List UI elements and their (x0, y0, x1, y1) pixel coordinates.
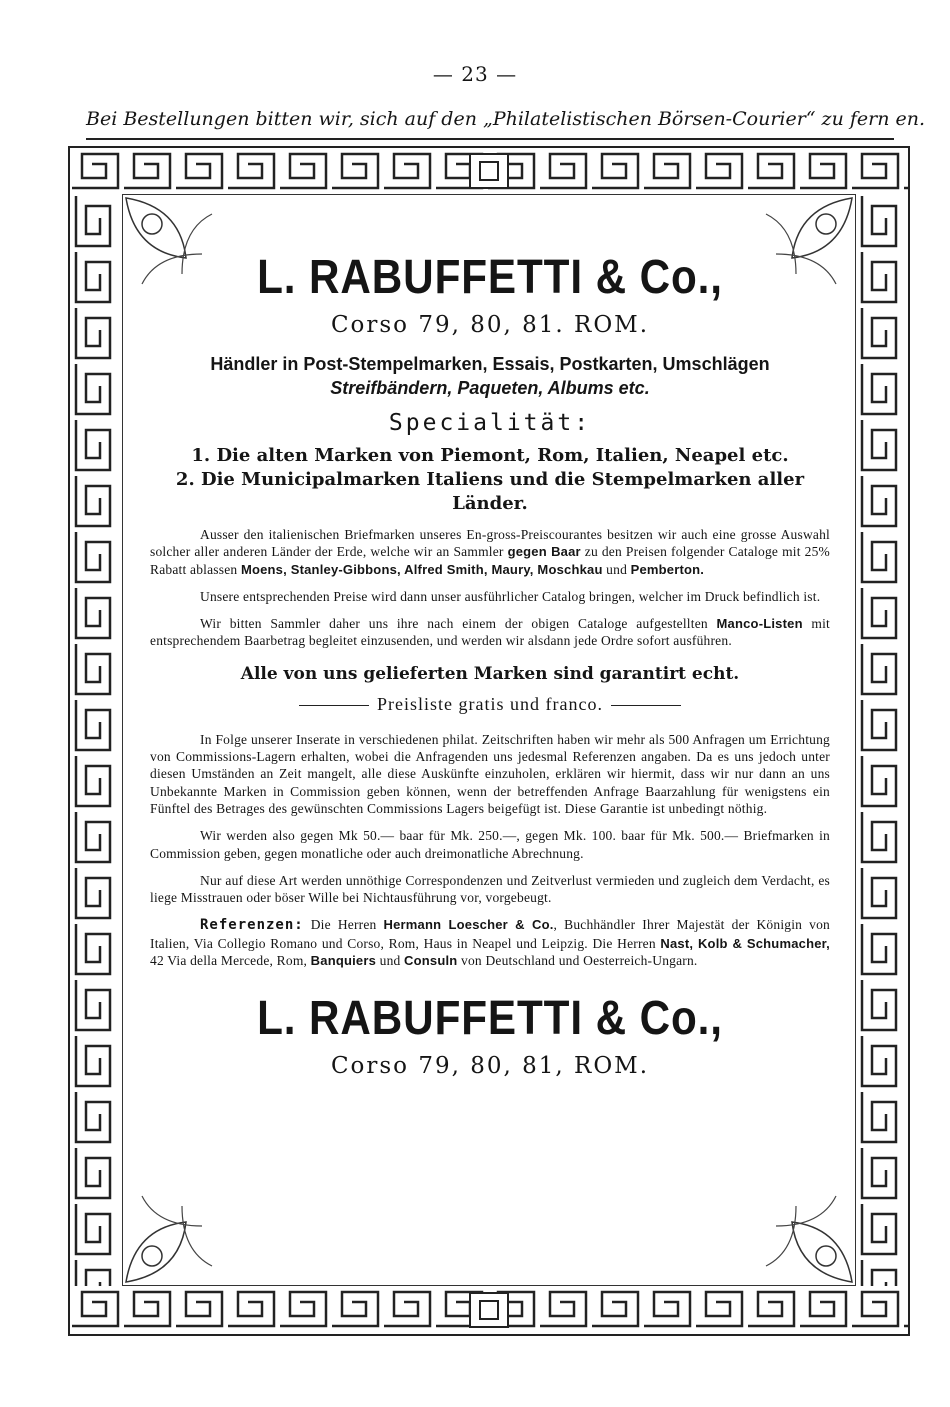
manco-lists: Manco-Listen (716, 616, 803, 632)
rule-left (299, 705, 369, 706)
paragraph-references (150, 916, 830, 969)
reference-loescher: Hermann Loescher & Co. (383, 917, 554, 933)
paragraph-terms (150, 827, 830, 862)
catalogue-names: Moens, Stanley-Gibbons, Alfred Smith, Maury, Moschkau (240, 561, 603, 577)
paragraph-stock (150, 526, 830, 578)
specialty-heading: Specialität: (388, 410, 592, 436)
paragraph-inquiries (150, 731, 830, 817)
trade-line-1: Händler in Post-Stempelmarken, Essais, Postkarten, Umschlägen (210, 354, 770, 374)
ad-content (150, 250, 830, 1079)
references-text-2: , Buchhändler Ihrer Majestät der Königin von Italien, Via Collegio Romano und Corso, Rom, Haus in Neapel und Leipzig. Die Herren (150, 917, 830, 951)
price-list-line (150, 694, 830, 715)
ornament-corner-bottom-right (736, 1166, 856, 1286)
paragraph-catalog-text: Unsere entsprechenden Preise wird dann unser ausführlicher Catalog bringen, welcher im Druck befindlich ist. (200, 588, 821, 604)
references-label: Referenzen: (200, 917, 304, 934)
catalogue-pemberton: Pemberton. (630, 561, 705, 577)
greek-key-border-bottom (70, 1286, 908, 1334)
references-text-4: von Deutschland und Oesterreich-Ungarn. (457, 953, 698, 969)
firm-name: L. RABUFFETTI & Co., (257, 251, 723, 304)
paragraph-inquiries-text: In Folge unserer Inserate in verschiedenen philat. Zeitschriften haben wir mehr als 500 Anfragen um Errichtung von Commissions-Lagern erhalten, wobei die Anfragenden uns jedesmal Referenzen angaben. Da es uns jedoch unter diesen Umständen an Zeit mangelt, alle diese Auskünfte einzuholen, erklären wir hiermit, dass wir nur dann an uns Unbekannte Marken in Commission geben können, wenn der betreffenden Anfrage Baarzahlung für wenigstens ein Fünftel des Betrages des gewünschten Commissions Lagers beigefügt ist. Diese Garantie ist unbedingt nöthig. (150, 731, 830, 816)
consuln: Consuln (404, 953, 458, 969)
firm-name-footer: L. RABUFFETTI & Co., (257, 992, 723, 1046)
paragraph-terms-text: Wir werden also gegen Mk 50.— baar für Mk. 250.—, gegen Mk. 100. baar für Mk. 500.— Briefmarken in Commission geben, gegen monatliche oder auch dreimonatliche Abrechnung. (150, 828, 830, 861)
banquiers: Banquiers (310, 953, 377, 969)
paragraph-manco (150, 615, 830, 650)
paragraph-catalog (150, 588, 830, 605)
price-list-text: Preisliste gratis und franco. (377, 693, 603, 714)
paragraph-stock-text: Ausser den italienischen Briefmarken unseres En-gross-Preiscourantes besitzen wir auch eine grosse Auswahl solcher aller anderen Länder der Erde, welche wir an Sammler (150, 527, 830, 560)
firm-address: Corso 79, 80, 81. ROM. (330, 312, 650, 338)
trade-line-2: Streifbändern, Paqueten, Albums etc. (330, 378, 650, 398)
guarantee-line: Alle von uns gelieferten Marken sind garantirt echt. (240, 663, 740, 684)
greek-key-border-right (856, 194, 908, 1286)
paragraph-suspicion-text: Nur auf diese Art werden unnöthige Correspondenzen und Zeitverlust vermieden und zugleich dem Verdacht, es liege Misstrauen oder böser Wille bei Nichtausführung vor, vorgebeugt. (150, 872, 830, 906)
conjunction-2: und (376, 953, 405, 969)
page-number: — 23 — (432, 62, 518, 86)
conjunction: und (602, 561, 631, 577)
references-text: Die Herren (303, 917, 384, 933)
ornament-corner-bottom-left (122, 1166, 242, 1286)
references-text-3: 42 Via della Mercede, Rom, (150, 953, 311, 969)
firm-address-footer: Corso 79, 80, 81, ROM. (330, 1053, 650, 1080)
header-rule (86, 138, 894, 140)
paragraph-suspicion (150, 872, 830, 907)
paragraph-stock-text-2: zu den Preisen folgender Cataloge mit 25% Rabatt ablassen (150, 544, 830, 577)
reference-nast-kolb: Nast, Kolb & Schumacher, (660, 935, 830, 951)
cash-terms: gegen Baar (507, 544, 581, 560)
paragraph-manco-text: Wir bitten Sammler daher uns ihre nach einem der obigen Cataloge aufgestellten (200, 616, 717, 632)
specialty-item-1: 1. Die alten Marken von Piemont, Rom, Italien, Neapel etc. (191, 445, 789, 466)
rule-right (611, 705, 681, 706)
running-head: Bei Bestellungen bitten wir, sich auf den „Philatelistischen Börsen-Courier“ zu fern en. (86, 108, 925, 130)
greek-key-border-left (70, 194, 122, 1286)
specialty-item-2: 2. Die Municipalmarken Italiens und die Stempelmarken aller Länder. (175, 469, 805, 514)
paragraph-manco-text-2: mit entsprechendem Baarbetrag begleitet einzusenden, und werden wir alsdann jede Ordre sofort ausführen. (150, 616, 830, 649)
greek-key-border-top (70, 148, 908, 194)
